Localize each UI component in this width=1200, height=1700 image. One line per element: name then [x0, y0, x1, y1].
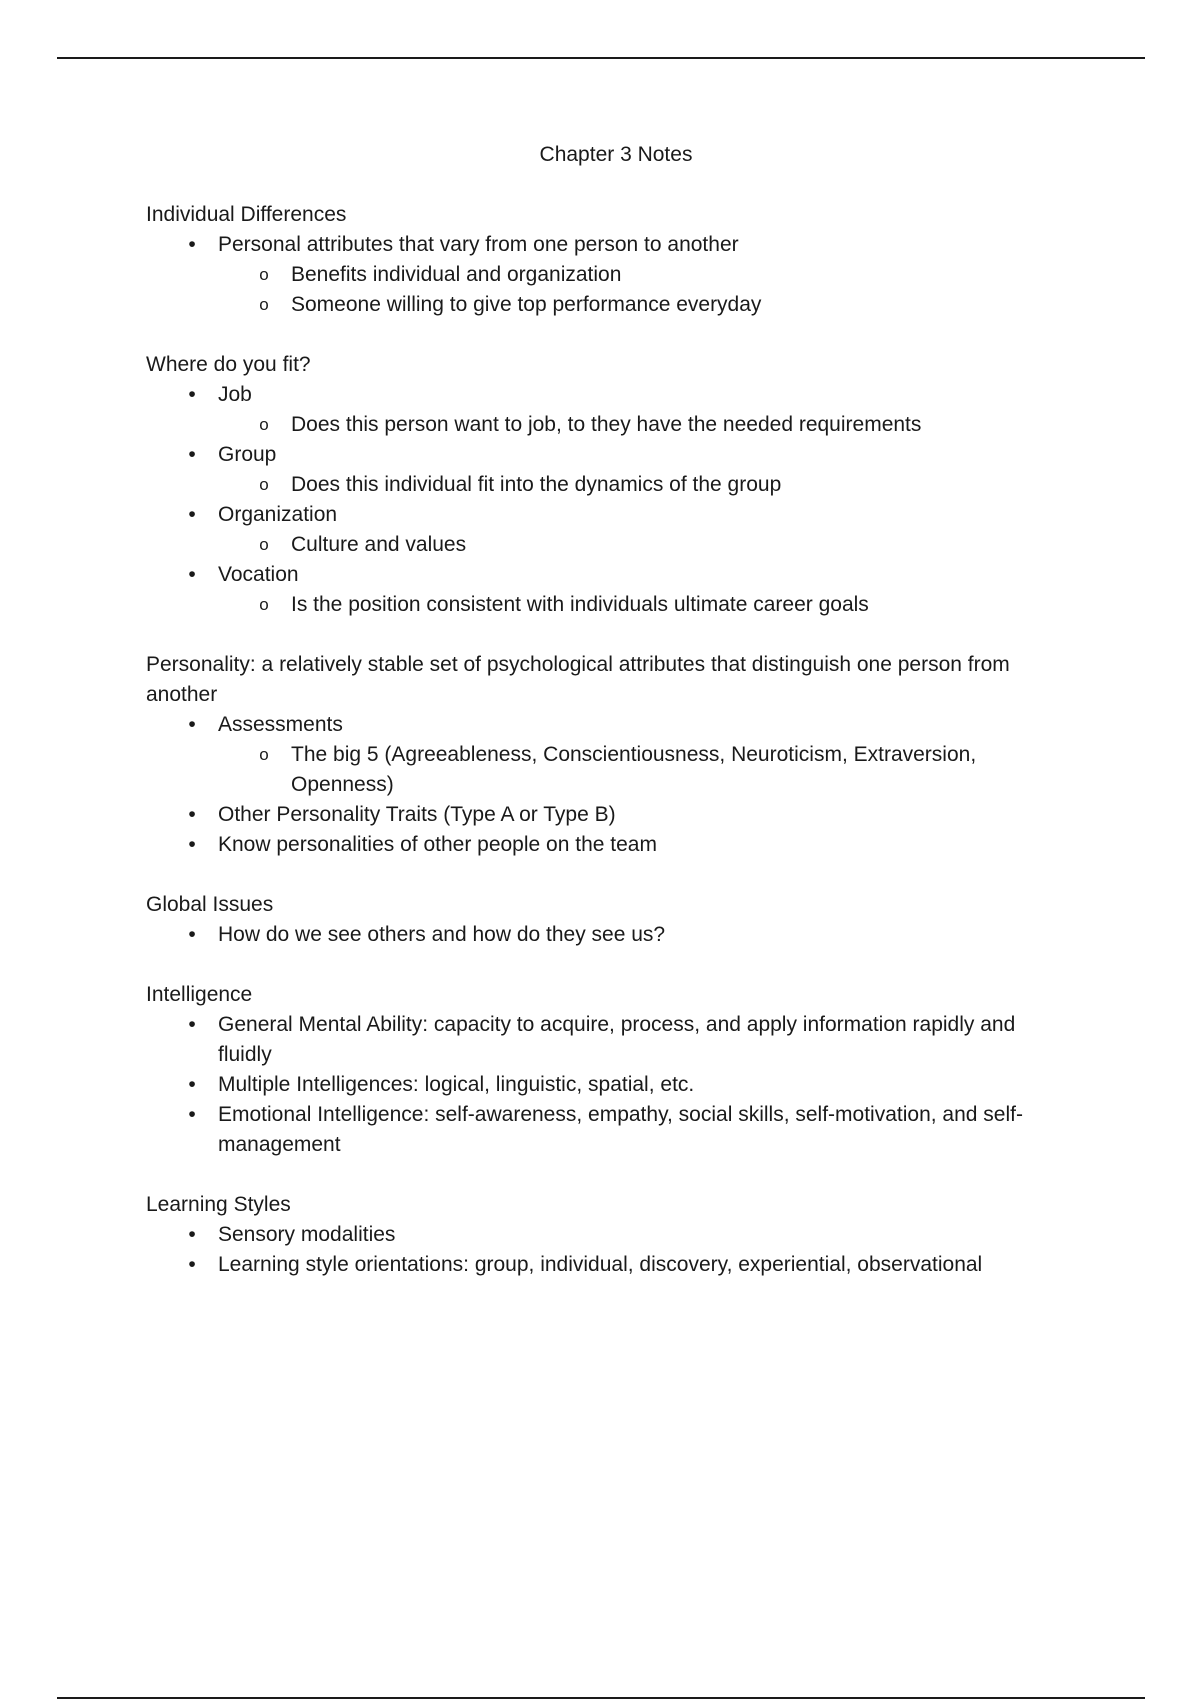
sub-bullet-list [218, 410, 1066, 440]
list-item [146, 1070, 1066, 1100]
sub-bullet-list [218, 590, 1066, 620]
bullet-list [146, 710, 1066, 860]
hollow-bullet-icon: o [259, 475, 269, 494]
bullet-icon: • [188, 1253, 196, 1276]
notes-section [146, 890, 1066, 950]
bullet-list [146, 1220, 1066, 1280]
list-item-text: Sensory modalities [218, 1223, 396, 1246]
bullet-icon: • [188, 563, 196, 586]
bottom-rule [57, 1697, 1145, 1699]
sub-bullet-list [218, 740, 1066, 800]
bullet-list [146, 380, 1066, 620]
bullet-icon: • [188, 1103, 196, 1126]
list-item-text: How do we see others and how do they see us? [218, 923, 666, 946]
hollow-bullet-icon: o [259, 295, 269, 314]
section-heading: Global Issues [146, 893, 274, 916]
sub-list-item [218, 530, 1066, 560]
list-item [146, 380, 1066, 440]
sub-list-item [218, 290, 1066, 320]
hollow-bullet-icon: o [259, 535, 269, 554]
section-heading: Learning Styles [146, 1193, 291, 1216]
section-heading: Where do you fit? [146, 353, 311, 376]
sub-list-item [218, 590, 1066, 620]
top-rule [57, 57, 1145, 59]
notes-section [146, 650, 1066, 860]
sub-list-item-text: Benefits individual and organization [291, 263, 622, 286]
list-item [146, 440, 1066, 500]
list-item-text: Organization [218, 503, 338, 526]
notes-section [146, 1190, 1066, 1280]
bullet-icon: • [188, 833, 196, 856]
bullet-icon: • [188, 923, 196, 946]
bullet-list [146, 920, 1066, 950]
list-item-text: Other Personality Traits (Type A or Type B) [218, 803, 616, 826]
sub-list-item-text: Does this individual fit into the dynamics of the group [291, 473, 782, 496]
list-item-text: Job [218, 383, 252, 406]
list-item-text: Learning style orientations: group, individual, discovery, experiential, observational [218, 1253, 983, 1276]
section-heading: Individual Differences [146, 203, 347, 226]
bullet-icon: • [188, 1223, 196, 1246]
list-item [146, 800, 1066, 830]
list-item-text: Emotional Intelligence: self-awareness, empathy, social skills, self-motivation, and self-management [218, 1103, 1023, 1156]
list-item [146, 230, 1066, 320]
page-title: Chapter 3 Notes [539, 143, 693, 166]
bullet-list [146, 1010, 1066, 1160]
notes-section [146, 350, 1066, 620]
bullet-icon: • [188, 383, 196, 406]
sub-list-item [218, 740, 1066, 800]
sub-bullet-list [218, 260, 1066, 320]
hollow-bullet-icon: o [259, 595, 269, 614]
notes-body [146, 200, 1066, 1280]
list-item-text: Personal attributes that vary from one person to another [218, 233, 739, 256]
bullet-icon: • [188, 803, 196, 826]
list-item-text: Group [218, 443, 277, 466]
hollow-bullet-icon: o [259, 415, 269, 434]
bullet-icon: • [188, 713, 196, 736]
bullet-list [146, 230, 1066, 320]
notes-section [146, 980, 1066, 1160]
hollow-bullet-icon: o [259, 745, 269, 764]
sub-list-item-text: Culture and values [291, 533, 467, 556]
list-item-text: Vocation [218, 563, 299, 586]
bullet-icon: • [188, 443, 196, 466]
bullet-icon: • [188, 503, 196, 526]
list-item [146, 830, 1066, 860]
list-item-text: General Mental Ability: capacity to acquire, process, and apply information rapidly and fluidly [218, 1013, 1016, 1066]
sub-list-item [218, 260, 1066, 290]
list-item [146, 1250, 1066, 1280]
list-item [146, 500, 1066, 560]
bullet-icon: • [188, 233, 196, 256]
list-item [146, 1220, 1066, 1250]
bullet-icon: • [188, 1073, 196, 1096]
sub-list-item-text: The big 5 (Agreeableness, Conscientiousness, Neuroticism, Extraversion, Openness) [291, 743, 977, 796]
list-item-text: Know personalities of other people on the team [218, 833, 657, 856]
list-item-text: Assessments [218, 713, 343, 736]
sub-bullet-list [218, 530, 1066, 560]
notes-section [146, 200, 1066, 320]
sub-list-item-text: Does this person want to job, to they have the needed requirements [291, 413, 922, 436]
list-item [146, 560, 1066, 620]
section-heading: Intelligence [146, 983, 253, 1006]
sub-list-item-text: Is the position consistent with individuals ultimate career goals [291, 593, 869, 616]
sub-bullet-list [218, 470, 1066, 500]
section-heading: Personality: a relatively stable set of psychological attributes that distinguish one person from another [146, 653, 1010, 706]
list-item [146, 1010, 1066, 1070]
hollow-bullet-icon: o [259, 265, 269, 284]
list-item-text: Multiple Intelligences: logical, linguistic, spatial, etc. [218, 1073, 695, 1096]
list-item [146, 920, 1066, 950]
sub-list-item [218, 410, 1066, 440]
sub-list-item [218, 470, 1066, 500]
list-item [146, 1100, 1066, 1160]
sub-list-item-text: Someone willing to give top performance everyday [291, 293, 762, 316]
bullet-icon: • [188, 1013, 196, 1036]
document-page [146, 140, 1066, 1310]
list-item [146, 710, 1066, 800]
